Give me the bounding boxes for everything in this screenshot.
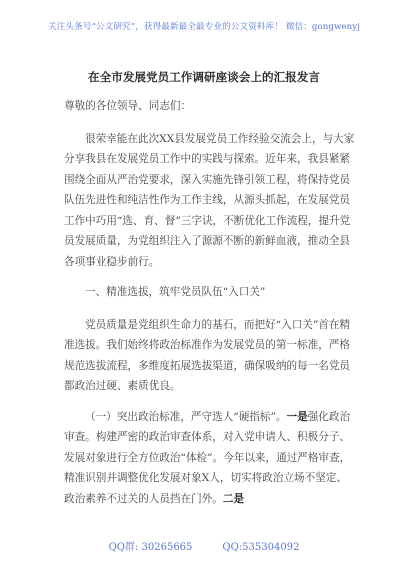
section-heading-1: 一、精准选拔，筑牢党员队伍“入口关” (85, 286, 266, 298)
document-body (64, 96, 356, 509)
subsection-1-point-1: 一是 (286, 410, 308, 423)
greeting: 尊敬的各位领导、同志们： (64, 100, 192, 112)
subsection-1-text: 强化政治审查。构建严密的政治审查体系，对入党申请人、积极分子、发展对象进行全方位政治“体检”。今年以来，通过严格审查，精准识别并调整优化发展对象X人，切实将政治立场不坚定、政治素养不过关的人员挡在门外。 (64, 410, 351, 505)
subsection-1-point-2: 二是 (222, 492, 245, 505)
document-title: 在全市发展党员工作调研座谈会上的汇报发言 (88, 70, 320, 84)
subsection-1-lead: （一）突出政治标准，严守选人“硬指标”。 (85, 410, 287, 423)
header-banner: 关注头条号“公文研究”，获得最新最全最专业的公文资料库！ 微信：gongwenyj (47, 22, 361, 32)
footer-qq: QQ:535304092 (222, 542, 300, 553)
paragraph-selection: 党员质量是党组织生命力的基石，而把好“入口关”首在精准选拔。我们始终将政治标准作为发展党员的第一标准，严格规范选拔流程，多维度拓展选拔渠道，确保吸纳的每一名党员都政治过硬、素质优良。 (64, 318, 351, 392)
footer-qq-group: QQ群: 30265665 (108, 542, 193, 553)
paragraph-intro: 很荣幸能在此次XX县发展党员工作经验交流会上，与大家分享我县在发展党员工作中的实践与探索。近年来，我县紧紧围绕全面从严治党要求，深入实施先锋引领工程，将保持党员队伍先进性和纯洁性作为工作主线，从源头抓起，在发展党员工作中巧用“选、育、督”三字诀，不断优化工作流程，提升党员发展质量，为党组织注入了源源不断的新鲜血液，推动全县各项事业稳步前行。 (64, 132, 355, 268)
subsection-1 (64, 407, 356, 510)
footer-contact (0, 538, 408, 553)
